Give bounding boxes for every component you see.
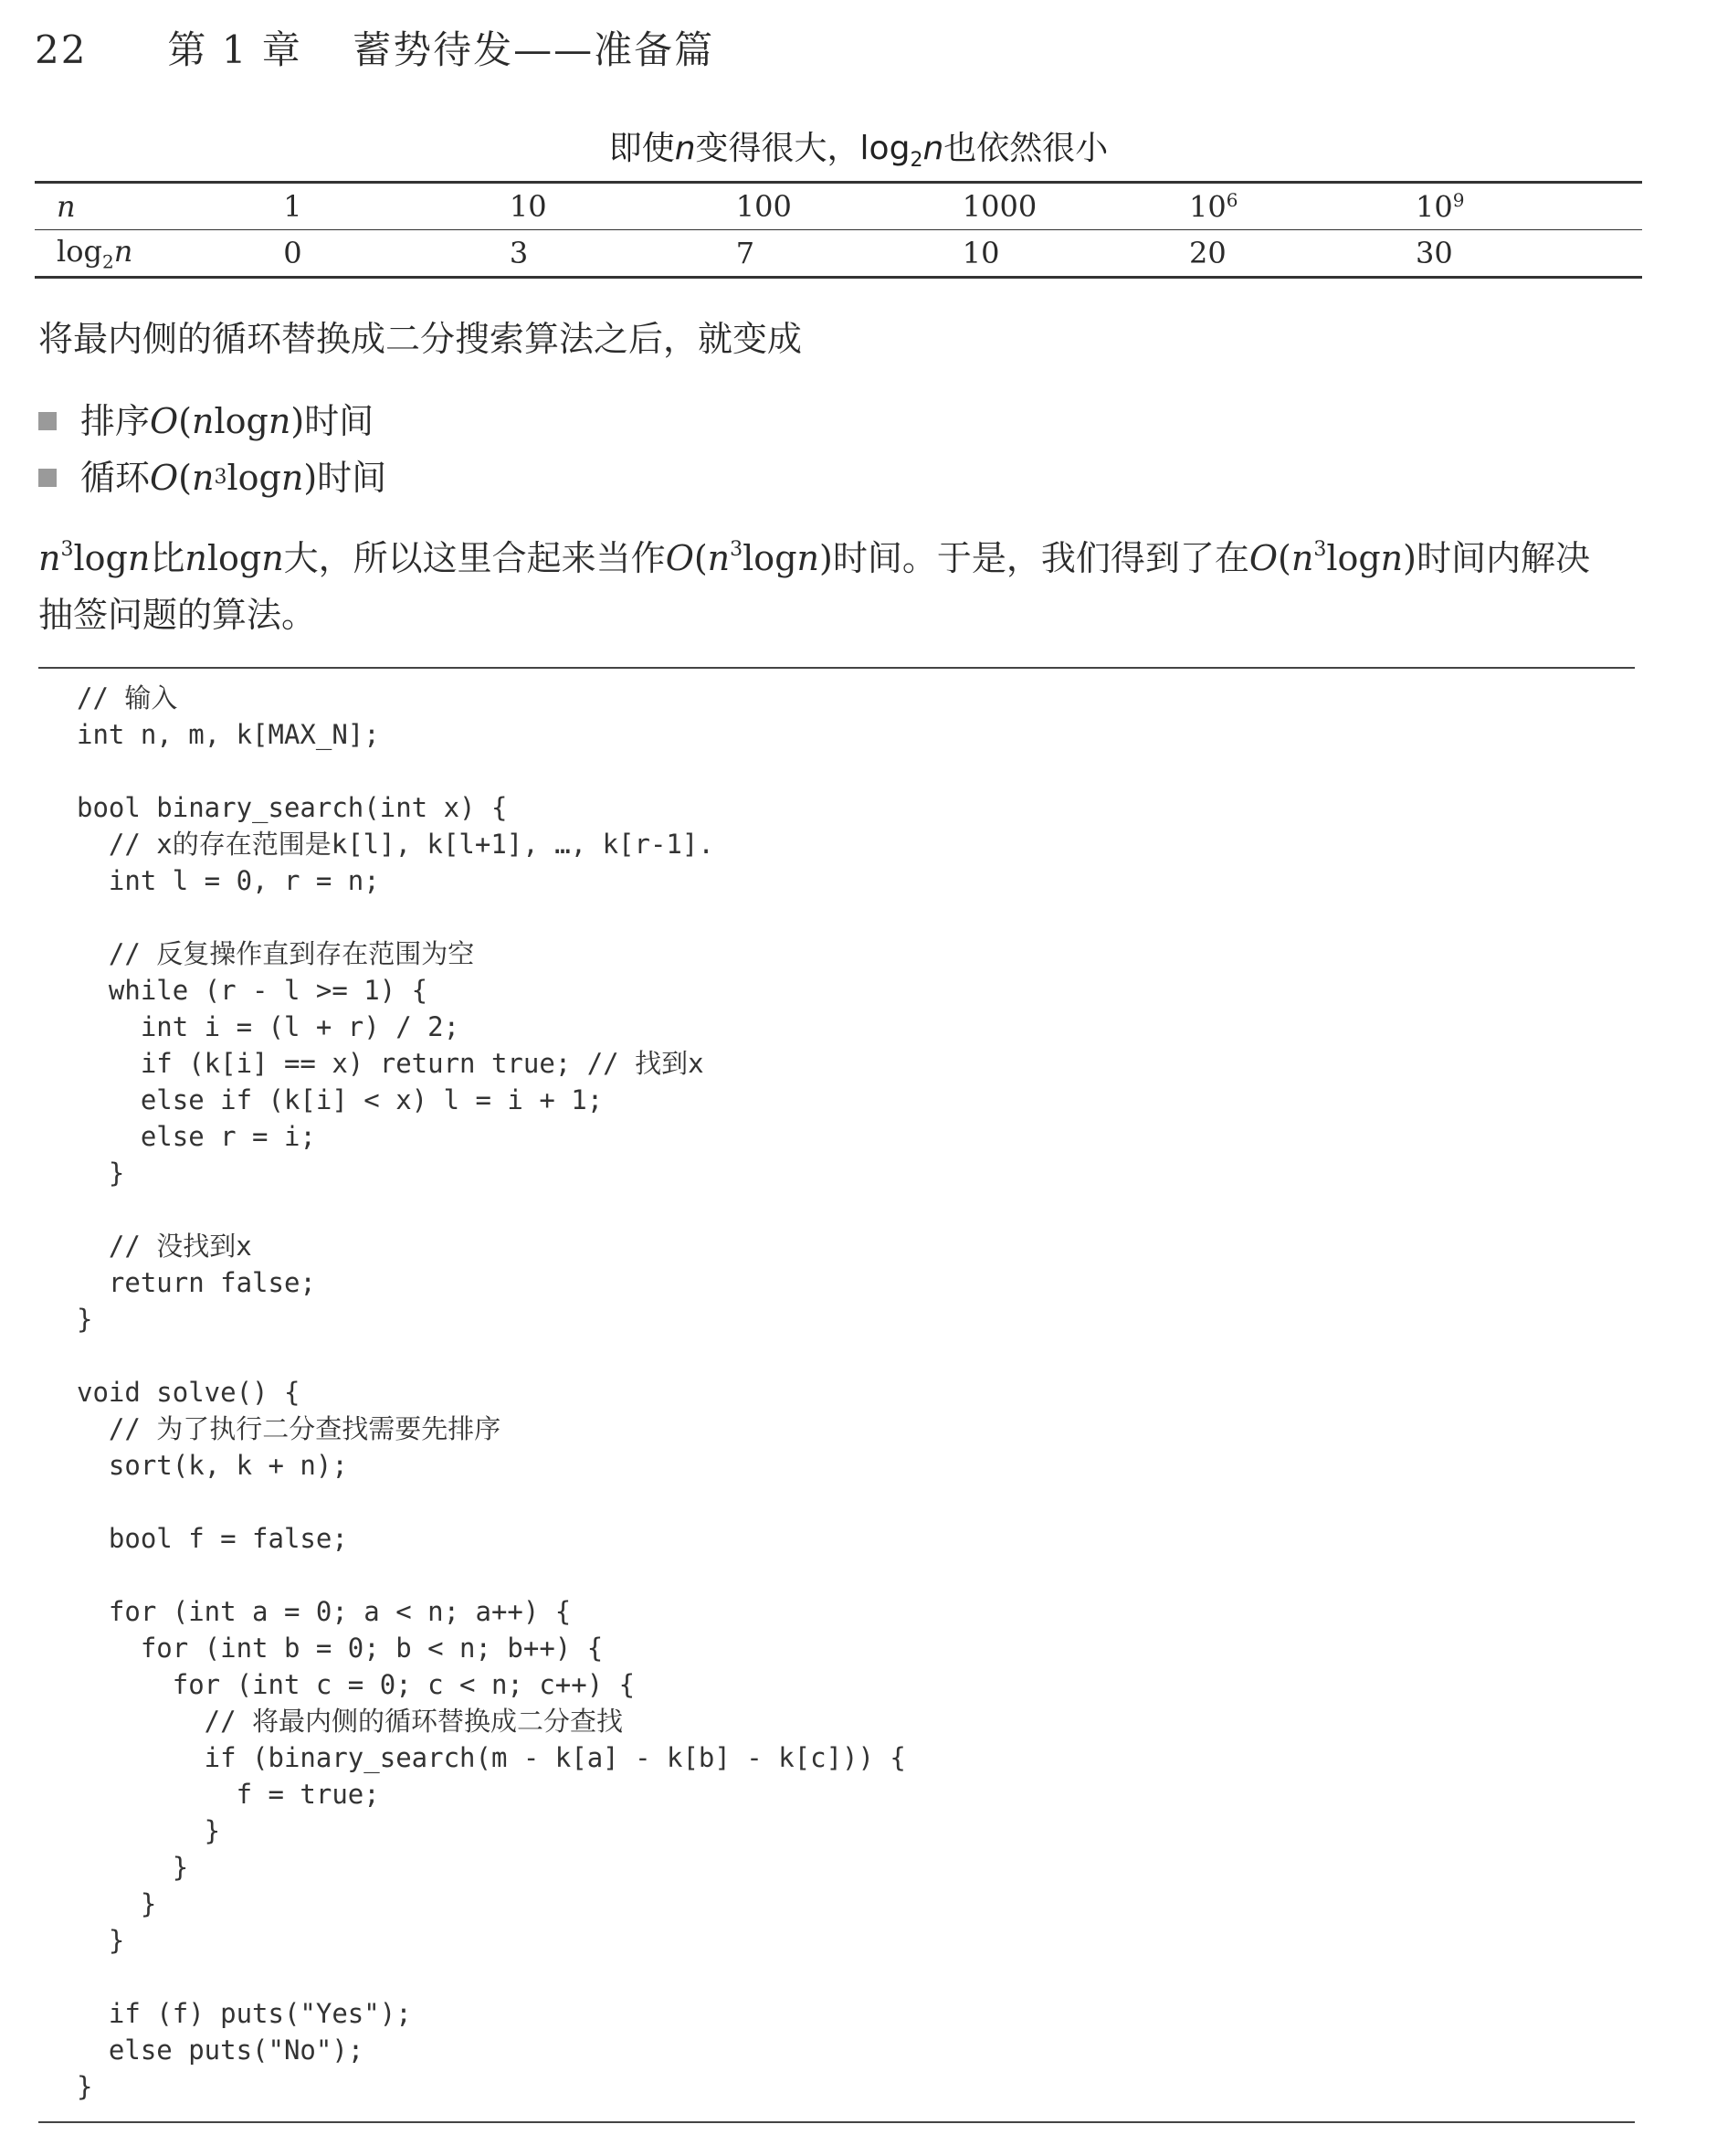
table-cell: 1 (283, 183, 510, 230)
log-table (35, 181, 1642, 279)
list-item-sort: 排序 O ( n log n ) 时间 (38, 393, 386, 449)
table-cell: 0 (283, 230, 510, 278)
table-cell: 1000 (963, 183, 1189, 230)
list-item-loop: 循环 O ( n 3 log n ) 时间 (38, 449, 386, 506)
table-row-log (35, 230, 1642, 278)
table-cell: 30 (1416, 230, 1642, 278)
code-listing: // 输入 int n, m, k[MAX_N]; bool binary_search(int x) { // x的存在范围是k[l], k[l+1], …, k[r-1]. int l = 0, r = n; // 反复操作直到存在范围为空 while (r - l >= 1) { int i = (l + r) / 2; if (k[i] == x) return true; // 找到x else if (k[i] < x) l = i + 1; else r = i; } // 没找到x return false; } void solve() { // 为了执行二分查找需要先排序 sort(k, k + n); bool f = false; for (int a = 0; a < n; a++) { for (int b = 0; b < n; b++) { for (int c = 0; c < n; c++) { // 将最内侧的循环替换成二分查找 if (binary_search(m - k[a] - k[b] - k[c])) { f = true; } } } } if (f) puts("Yes"); else puts("No"); } (77, 682, 906, 2102)
table-cell: 20 (1189, 230, 1416, 278)
bullet-square-icon (38, 469, 57, 487)
intro-paragraph: 将最内侧的循环替换成二分搜索算法之后，就变成 (38, 319, 803, 359)
table-cell: 3 (510, 230, 736, 278)
conclusion-paragraph: $n^3\log n$比nlogn大，所以这里合起来当作$O(n^3\log n)$时间。于是，我们得到了在$O(n^3\log n)$时间内解决 抽签问题的算法。 (38, 538, 1590, 635)
bullet-square-icon (38, 412, 57, 430)
page-header (35, 20, 714, 75)
chapter-label: 第 1 章 (167, 27, 302, 72)
complexity-list (38, 393, 386, 506)
page-number: 22 (35, 27, 88, 72)
code-top-rule (38, 667, 1635, 669)
table-row-n (35, 183, 1642, 230)
table-cell: $10^6$ (1189, 183, 1416, 230)
table-caption: 即使n变得很大，$\log_2n$也依然很小 (608, 130, 1109, 173)
table-cell: $10^9$ (1416, 183, 1642, 230)
table-cell: 10 (510, 183, 736, 230)
table-cell: 100 (736, 183, 963, 230)
table-cell: 10 (963, 230, 1189, 278)
code-bottom-rule (38, 2121, 1635, 2123)
row-label-log: $\log_2n$ (35, 230, 283, 278)
chapter-title: 蓄势待发——准备篇 (353, 27, 715, 72)
row-label-n: n (35, 183, 283, 230)
table-cell: 7 (736, 230, 963, 278)
